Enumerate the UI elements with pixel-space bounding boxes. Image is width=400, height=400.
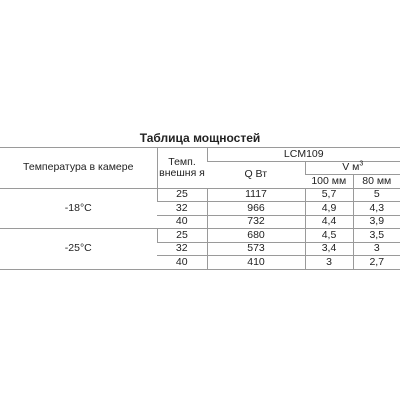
v100-cell: 4,5 [305, 229, 353, 243]
v80-cell: 3 [353, 242, 400, 256]
v-header [305, 161, 400, 175]
v100-header: 100 мм [305, 175, 353, 189]
ext-temp-cell: 32 [157, 242, 207, 256]
header-row-1 [0, 148, 400, 162]
ext-temp-cell: 32 [157, 202, 207, 216]
capacity-table [0, 147, 400, 270]
v80-cell: 4,3 [353, 202, 400, 216]
chamber-temp-cell: -18°C [0, 188, 157, 229]
ext-temp-cell: 25 [157, 229, 207, 243]
ext-temp-cell: 40 [157, 256, 207, 270]
q-cell: 410 [207, 256, 305, 270]
chamber-temp-header: Температура в камере [0, 148, 157, 189]
ext-temp-header: Темп. внешня я [157, 148, 207, 189]
v80-cell: 5 [353, 188, 400, 202]
v80-cell: 3,9 [353, 215, 400, 229]
model-header: LCM109 [207, 148, 400, 162]
v80-header: 80 мм [353, 175, 400, 189]
v-header-label: V м [342, 161, 360, 174]
v-header-exponent: 3 [359, 160, 364, 168]
v100-cell: 5,7 [305, 188, 353, 202]
v80-cell: 3,5 [353, 229, 400, 243]
q-header: Q Вт [207, 161, 305, 188]
v100-cell: 4,4 [305, 215, 353, 229]
ext-temp-cell: 25 [157, 188, 207, 202]
table-title: Таблица мощностей [139, 131, 261, 145]
chamber-temp-cell: -25°C [0, 229, 157, 270]
ext-temp-cell: 40 [157, 215, 207, 229]
table-row [0, 188, 400, 202]
q-cell: 573 [207, 242, 305, 256]
v100-cell: 3,4 [305, 242, 353, 256]
q-cell: 966 [207, 202, 305, 216]
v100-cell: 3 [305, 256, 353, 270]
v80-cell: 2,7 [353, 256, 400, 270]
v100-cell: 4,9 [305, 202, 353, 216]
q-cell: 1117 [207, 188, 305, 202]
q-cell: 732 [207, 215, 305, 229]
q-cell: 680 [207, 229, 305, 243]
table-row [0, 229, 400, 243]
